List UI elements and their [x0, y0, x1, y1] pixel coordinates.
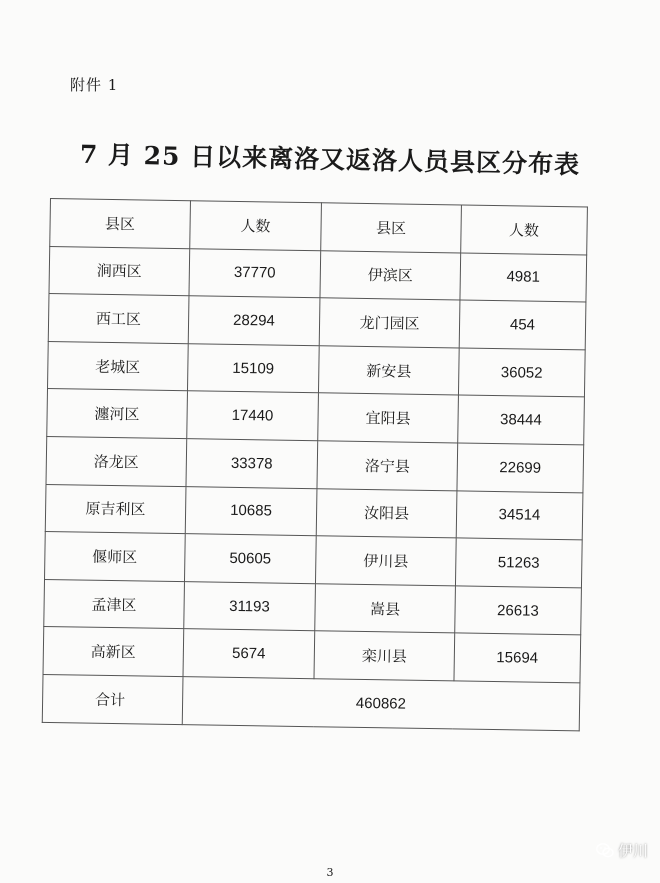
table-row: [45, 532, 583, 588]
person-count: 36052: [458, 348, 585, 398]
distribution-table-container: [42, 198, 588, 731]
table-row: [48, 341, 586, 397]
person-count: 26613: [454, 586, 581, 636]
page-number: 3: [326, 866, 334, 879]
person-count: 33378: [186, 439, 318, 489]
district-name: 西工区: [48, 294, 188, 344]
person-count: 31193: [183, 581, 315, 631]
page-title: 7 月 25 日以来离洛又返洛人员县区分布表: [79, 139, 581, 180]
person-count: 10685: [185, 486, 317, 536]
person-count: 38444: [457, 395, 584, 445]
table-row: [46, 436, 584, 492]
district-name: 老城区: [48, 341, 188, 391]
table-row: [44, 579, 582, 635]
attachment-label: 附件 1: [70, 76, 119, 94]
district-name: 洛宁县: [317, 441, 457, 491]
district-name: 孟津区: [44, 579, 184, 629]
watermark-text: 伊川: [617, 842, 648, 860]
table-row: [43, 627, 581, 683]
district-name: 伊滨区: [320, 250, 460, 300]
person-count: 28294: [188, 296, 320, 346]
person-count: 17440: [186, 391, 318, 441]
table-row: [49, 246, 587, 302]
total-label: 合计: [42, 674, 182, 724]
table-row: [48, 294, 586, 350]
person-count: 15694: [454, 633, 581, 683]
table-row: [47, 389, 585, 445]
header-district-b: 县区: [321, 203, 461, 253]
district-name: 新安县: [319, 346, 459, 396]
person-count: 50605: [184, 534, 316, 584]
wechat-icon: [596, 843, 614, 858]
person-count: 51263: [455, 538, 582, 588]
district-name: 原吉利区: [45, 484, 185, 534]
table-total-row: [42, 674, 580, 730]
district-name: 涧西区: [49, 246, 189, 296]
district-name: 洛龙区: [46, 436, 186, 486]
person-count: 15109: [187, 343, 319, 393]
district-name: 高新区: [43, 627, 183, 677]
source-watermark: [596, 840, 648, 861]
person-count: 37770: [189, 248, 321, 298]
table-header-row: [50, 199, 588, 255]
header-count-b: 人数: [460, 205, 587, 255]
person-count: 34514: [456, 490, 583, 540]
district-name: 汝阳县: [316, 488, 456, 538]
distribution-table: [42, 198, 588, 731]
person-count: 22699: [457, 443, 584, 493]
header-count-a: 人数: [189, 201, 321, 251]
person-count: 454: [459, 300, 586, 350]
person-count: 5674: [183, 629, 315, 679]
district-name: 宜阳县: [318, 393, 458, 443]
district-name: 伊川县: [316, 536, 456, 586]
district-name: 嵩县: [315, 583, 455, 633]
district-name: 龙门园区: [319, 298, 459, 348]
district-name: 瀍河区: [47, 389, 187, 439]
district-name: 偃师区: [45, 532, 185, 582]
table-row: [45, 484, 583, 540]
total-value: 460862: [182, 677, 580, 731]
header-district-a: 县区: [50, 199, 190, 249]
district-name: 栾川县: [314, 631, 454, 681]
person-count: 4981: [460, 253, 587, 303]
